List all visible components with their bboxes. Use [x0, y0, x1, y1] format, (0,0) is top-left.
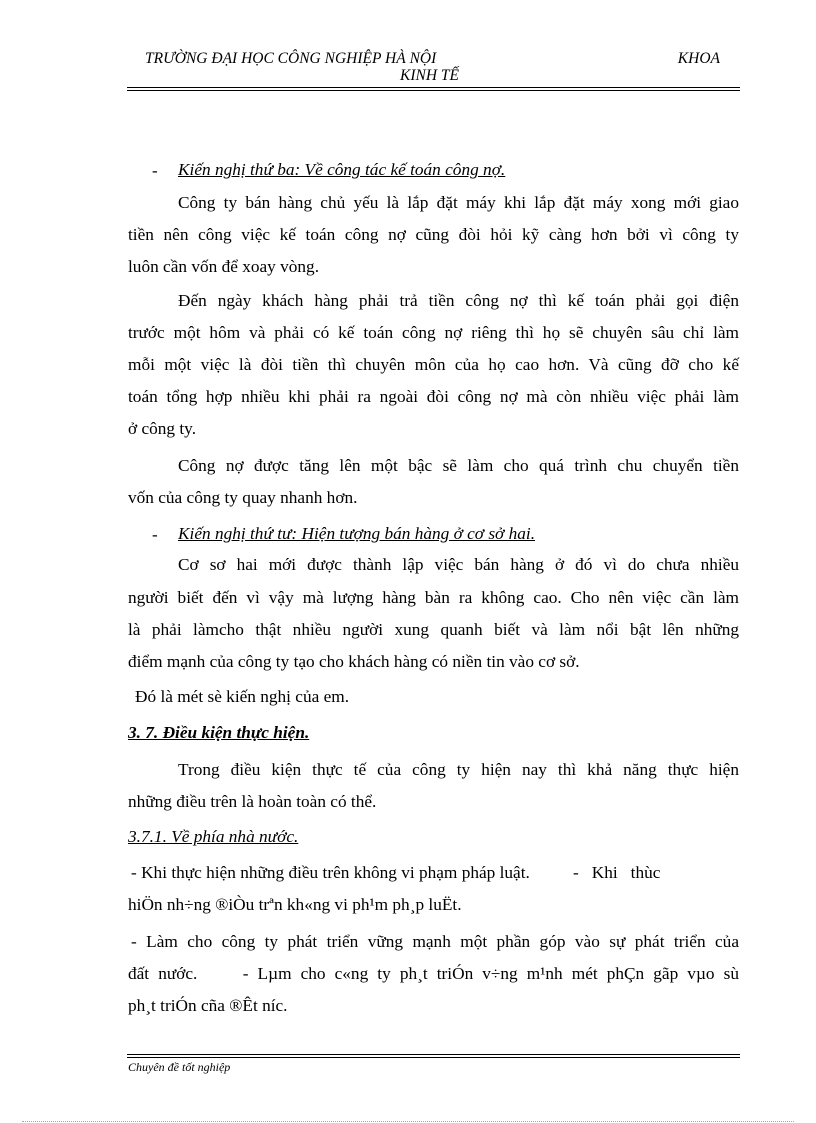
page-edge-dotted-line — [22, 1121, 794, 1122]
paragraph-line: hiÖn nh÷ng ®iÒu trªn kh«ng vi ph¹m ph¸p luËt. — [128, 895, 462, 914]
paragraph-line: Trong điều kiện thực tế của công ty hiện nay thì khả năng thực hiện — [178, 760, 739, 779]
paragraph-line: những điều trên là hoàn toàn có thể. — [128, 792, 377, 811]
bullet-dash: - — [152, 525, 158, 544]
footer-rule — [127, 1054, 740, 1055]
paragraph-line: Công ty bán hàng chủ yếu là lắp đặt máy khi lắp đặt máy xong mới giao — [178, 193, 739, 212]
paragraph-line: điểm mạnh của công ty tạo cho khách hàng có niền tin vào cơ sở. — [128, 652, 580, 671]
paragraph-line: Đến ngày khách hàng phải trả tiền công nợ thì kế toán phải gọi điện — [178, 291, 739, 310]
paragraph-line: là phải làmcho thật nhiều người xung quanh biết và làm nổi bật lên những — [128, 620, 739, 639]
header-faculty-cont: KINH TẾ — [400, 67, 459, 84]
section-heading-3-7: 3. 7. Điều kiện thực hiện. — [128, 723, 310, 742]
recommendation-4-title: Kiến nghị thứ tư: Hiện tượng bán hàng ở cơ sở hai. — [178, 524, 536, 543]
recommendation-3-title: Kiến nghị thứ ba: Về công tác kế toán công nợ. — [178, 160, 506, 179]
paragraph-line: - Làm cho công ty phát triển vững mạnh một phần góp vào sự phát triển của — [131, 932, 739, 951]
paragraph-line: - Khi thực hiện những điều trên không vi phạm pháp luật. - Khi thùc — [131, 863, 661, 882]
paragraph-line: Công nợ được tăng lên một bậc sẽ làm cho quá trình chu chuyển tiền — [178, 456, 739, 475]
header-school: TRƯỜNG ĐẠI HỌC CÔNG NGHIỆP HÀ NỘI — [145, 50, 437, 67]
paragraph-line: Cơ sơ hai mới được thành lập việc bán hàng ở đó vì do chưa nhiều — [178, 555, 739, 574]
paragraph-line: ph¸t triÓn cña ®Êt níc. — [128, 996, 288, 1015]
header-rule-2 — [127, 90, 740, 91]
paragraph-line: ở công ty. — [128, 419, 197, 438]
header-faculty: KHOA — [677, 50, 720, 67]
paragraph-line: tiền nên công việc kế toán công nợ cũng đòi hỏi kỹ càng hơn bởi vì công ty — [128, 225, 739, 244]
footer-rule-2 — [127, 1057, 740, 1058]
paragraph-line: người biết đến vì vậy mà lượng hàng bàn ra không cao. Cho nên việc cần làm — [128, 588, 739, 607]
paragraph-line: toán tổng hợp nhiều khi phải ra ngoài đòi công nợ mà còn nhiều việc phải làm — [128, 387, 739, 406]
paragraph-line: vốn của công ty quay nhanh hơn. — [128, 488, 358, 507]
section-heading-3-7-1: 3.7.1. Về phía nhà nước. — [128, 827, 299, 846]
paragraph-line: trước một hôm và phải có kế toán công nợ riêng thì họ sẽ chuyên sâu chỉ làm — [128, 323, 739, 342]
header-rule — [127, 87, 740, 88]
footer-text: Chuyên đề tốt nghiệp — [128, 1060, 231, 1074]
paragraph-line: luôn cần vốn để xoay vòng. — [128, 257, 320, 276]
paragraph-line: mỗi một việc là đòi tiền thì chuyên môn của họ cao hơn. Và cũng đỡ cho kế — [128, 355, 739, 374]
paragraph-line: đất nước. - Lµm cho c«ng ty ph¸t triÓn v÷ng m¹nh mét phÇn gãp vµo sù — [128, 964, 739, 983]
page-header — [127, 48, 740, 88]
paragraph-line: Đó là mét sè kiến nghị của em. — [135, 687, 350, 706]
bullet-dash: - — [152, 161, 158, 180]
